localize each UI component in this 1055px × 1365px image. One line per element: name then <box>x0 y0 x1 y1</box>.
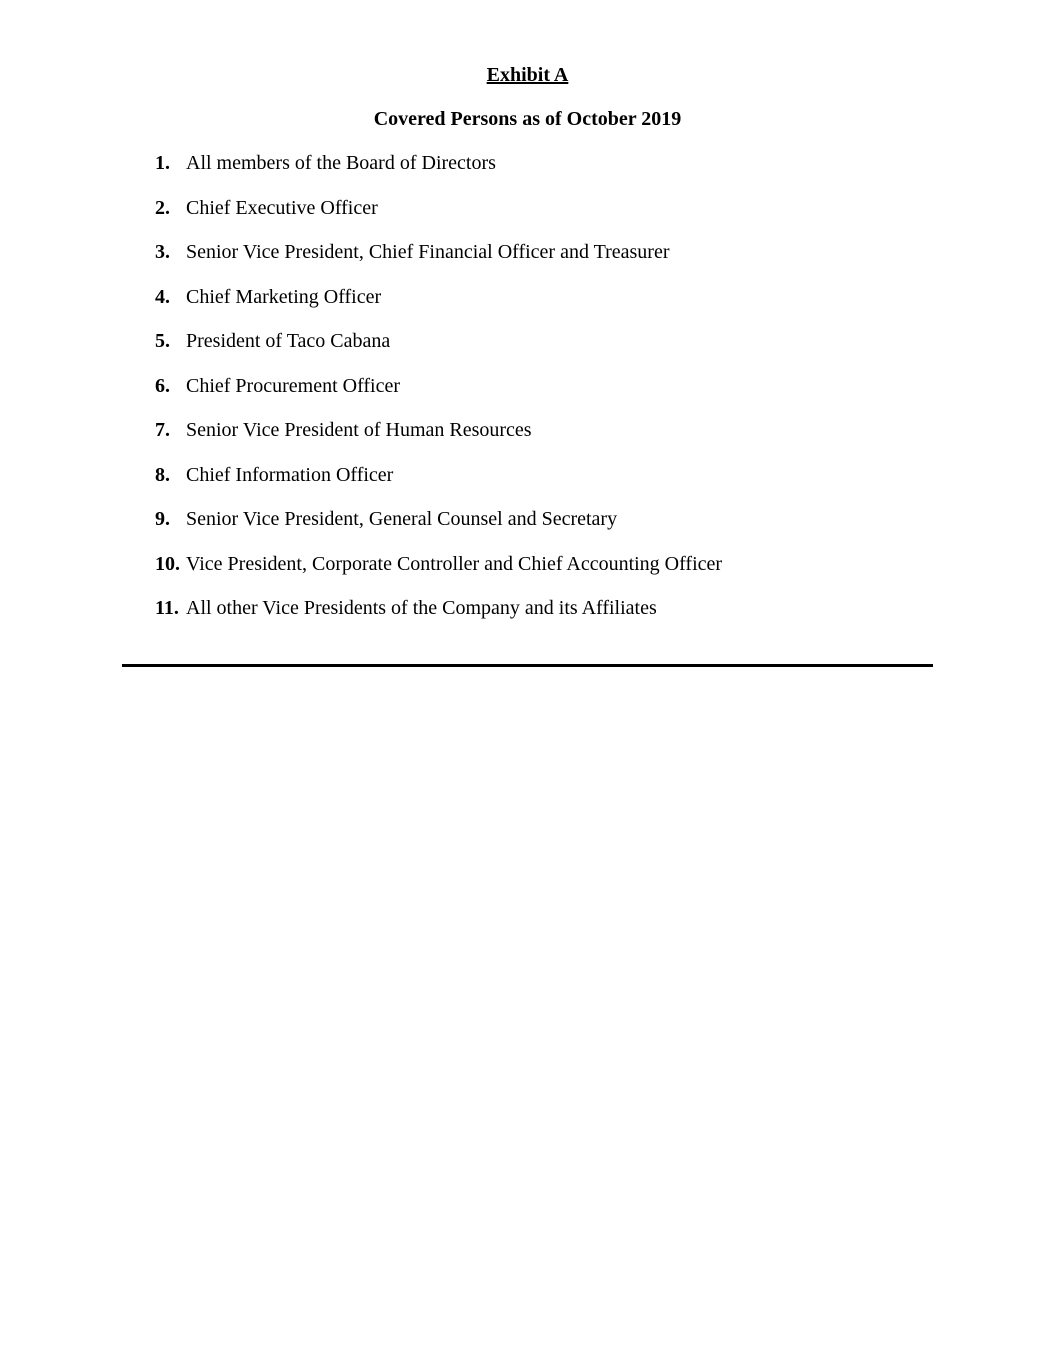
list-item <box>155 328 722 373</box>
list-item-text: Chief Marketing Officer <box>186 285 382 308</box>
list-item <box>155 462 722 507</box>
list-item <box>155 551 722 596</box>
list-item-number: 9. <box>155 508 170 530</box>
list-item-number: 3. <box>155 241 170 263</box>
list-item-number: 7. <box>155 419 170 441</box>
list-item-text: Senior Vice President, General Counsel and Secretary <box>186 508 618 530</box>
list-item-text: Senior Vice President, Chief Financial Officer and Treasurer <box>186 241 670 263</box>
list-item <box>155 284 722 329</box>
list-item <box>155 506 722 551</box>
section-title: Covered Persons as of October 2019 <box>373 108 682 130</box>
horizontal-divider <box>122 664 933 667</box>
list-item <box>155 150 722 195</box>
list-item <box>155 239 722 284</box>
list-item-number: 1. <box>155 152 170 174</box>
list-item <box>155 417 722 462</box>
list-item-text: President of Taco Cabana <box>186 330 391 352</box>
list-item-text: Chief Executive Officer <box>186 196 378 219</box>
list-item-text: All members of the Board of Directors <box>186 152 496 174</box>
list-item-text: Vice President, Corporate Controller and Chief Accounting Officer <box>186 552 723 575</box>
list-item <box>155 195 722 240</box>
list-item-number: 8. <box>155 463 170 486</box>
list-item-text: Senior Vice President of Human Resources <box>186 419 532 441</box>
list-item-number: 6. <box>155 374 170 397</box>
list-item-number: 10. <box>155 552 180 575</box>
exhibit-title: Exhibit A <box>486 64 569 86</box>
list-item-number: 11. <box>155 597 179 619</box>
covered-persons-list <box>155 150 722 640</box>
list-item-text: Chief Information Officer <box>186 463 394 486</box>
list-item-text: All other Vice Presidents of the Company and its Affiliates <box>186 597 657 619</box>
list-item-number: 2. <box>155 196 170 219</box>
list-item-number: 4. <box>155 285 170 308</box>
list-item-number: 5. <box>155 330 170 352</box>
list-item <box>155 373 722 418</box>
list-item <box>155 595 722 640</box>
list-item-text: Chief Procurement Officer <box>186 374 400 397</box>
